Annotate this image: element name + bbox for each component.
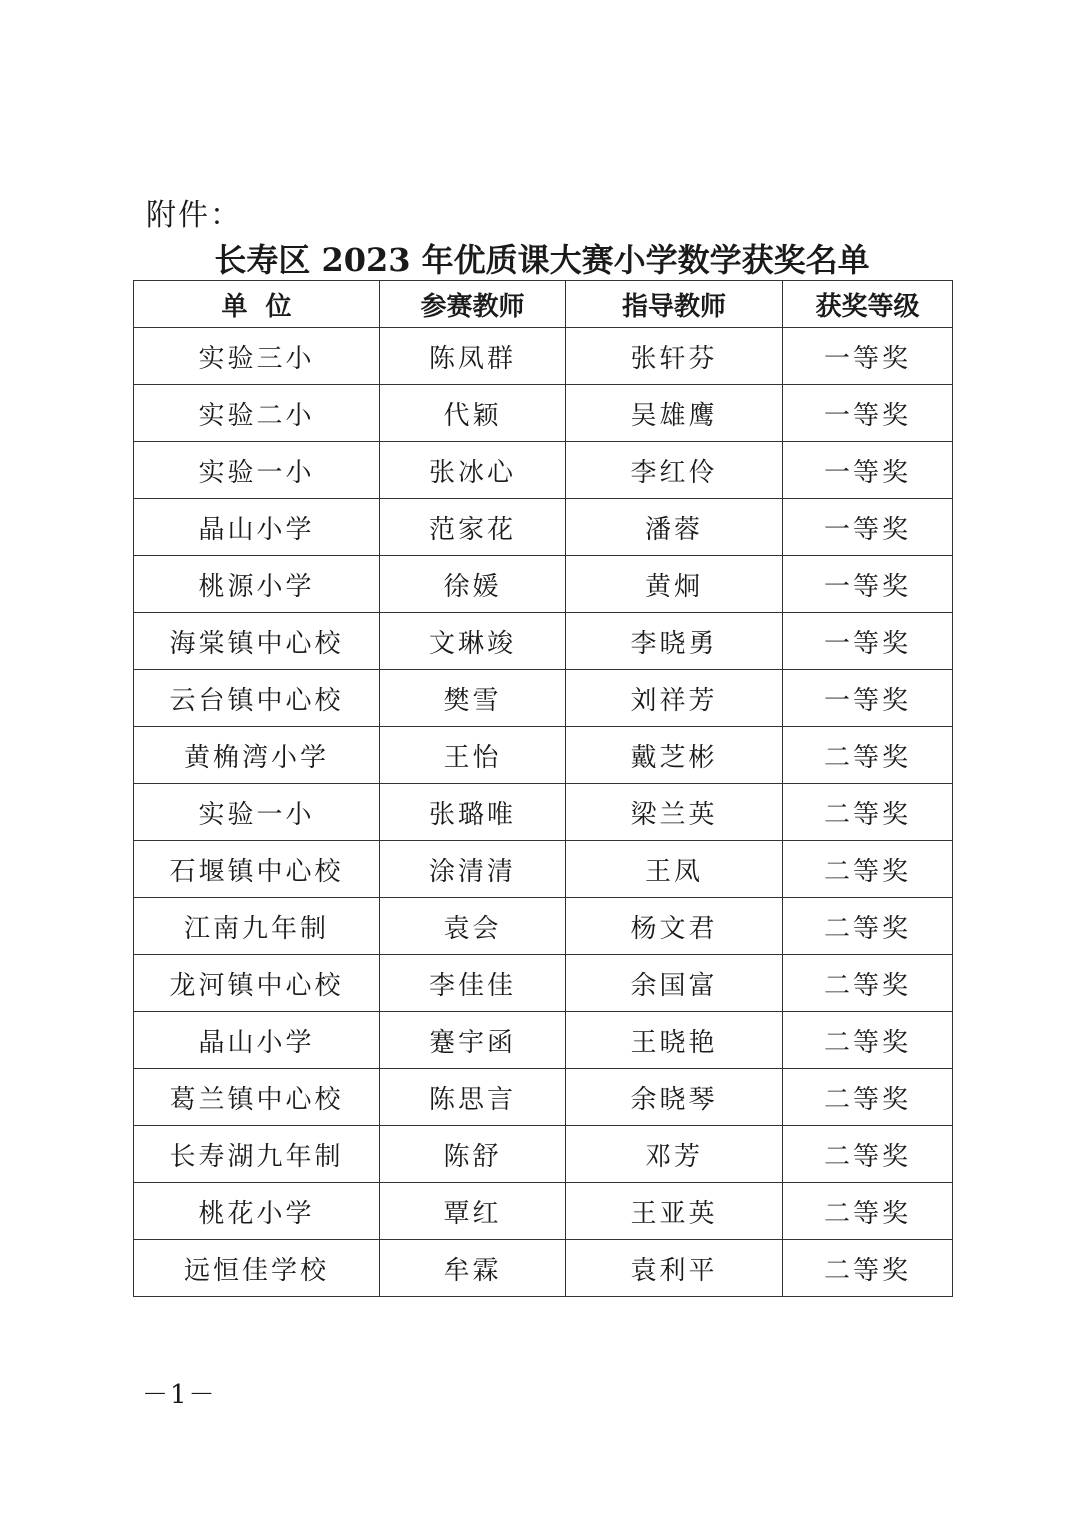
cell-instructor-teacher: 李晓勇 bbox=[566, 613, 783, 670]
cell-award-level: 一等奖 bbox=[783, 385, 953, 442]
cell-participant-teacher: 代颖 bbox=[380, 385, 566, 442]
cell-instructor-teacher: 杨文君 bbox=[566, 898, 783, 955]
table-row bbox=[134, 670, 953, 727]
header-row bbox=[134, 281, 953, 328]
cell-award-level: 二等奖 bbox=[783, 955, 953, 1012]
cell-unit: 实验一小 bbox=[134, 442, 380, 499]
cell-instructor-teacher: 刘祥芳 bbox=[566, 670, 783, 727]
table-row bbox=[134, 841, 953, 898]
cell-award-level: 一等奖 bbox=[783, 613, 953, 670]
cell-participant-teacher: 李佳佳 bbox=[380, 955, 566, 1012]
cell-instructor-teacher: 吴雄鹰 bbox=[566, 385, 783, 442]
cell-unit: 晶山小学 bbox=[134, 499, 380, 556]
cell-participant-teacher: 张冰心 bbox=[380, 442, 566, 499]
cell-award-level: 二等奖 bbox=[783, 1126, 953, 1183]
cell-unit: 葛兰镇中心校 bbox=[134, 1069, 380, 1126]
cell-instructor-teacher: 戴芝彬 bbox=[566, 727, 783, 784]
cell-instructor-teacher: 邓芳 bbox=[566, 1126, 783, 1183]
table-row bbox=[134, 328, 953, 385]
table-row bbox=[134, 442, 953, 499]
cell-instructor-teacher: 余国富 bbox=[566, 955, 783, 1012]
cell-participant-teacher: 徐媛 bbox=[380, 556, 566, 613]
cell-instructor-teacher: 王亚英 bbox=[566, 1183, 783, 1240]
table-header bbox=[134, 281, 953, 328]
cell-unit: 远恒佳学校 bbox=[134, 1240, 380, 1297]
cell-instructor-teacher: 袁利平 bbox=[566, 1240, 783, 1297]
cell-unit: 实验二小 bbox=[134, 385, 380, 442]
cell-participant-teacher: 涂清清 bbox=[380, 841, 566, 898]
cell-award-level: 一等奖 bbox=[783, 442, 953, 499]
cell-instructor-teacher: 李红伶 bbox=[566, 442, 783, 499]
cell-participant-teacher: 牟霖 bbox=[380, 1240, 566, 1297]
table-row bbox=[134, 385, 953, 442]
cell-unit: 江南九年制 bbox=[134, 898, 380, 955]
cell-unit: 石堰镇中心校 bbox=[134, 841, 380, 898]
cell-award-level: 一等奖 bbox=[783, 328, 953, 385]
table-row bbox=[134, 556, 953, 613]
cell-participant-teacher: 袁会 bbox=[380, 898, 566, 955]
table-body bbox=[134, 328, 953, 1297]
header-instructor-teacher: 指导教师 bbox=[566, 281, 783, 328]
table-row bbox=[134, 499, 953, 556]
cell-participant-teacher: 樊雪 bbox=[380, 670, 566, 727]
cell-unit: 桃源小学 bbox=[134, 556, 380, 613]
cell-participant-teacher: 蹇宇函 bbox=[380, 1012, 566, 1069]
cell-participant-teacher: 张璐唯 bbox=[380, 784, 566, 841]
awards-table bbox=[133, 280, 953, 1297]
cell-instructor-teacher: 黄炯 bbox=[566, 556, 783, 613]
cell-award-level: 一等奖 bbox=[783, 556, 953, 613]
table-row bbox=[134, 784, 953, 841]
page-number: －1－ bbox=[142, 1380, 217, 1410]
cell-unit: 海棠镇中心校 bbox=[134, 613, 380, 670]
table-row bbox=[134, 727, 953, 784]
cell-participant-teacher: 文琳竣 bbox=[380, 613, 566, 670]
table-row bbox=[134, 1183, 953, 1240]
table-row bbox=[134, 1126, 953, 1183]
cell-instructor-teacher: 梁兰英 bbox=[566, 784, 783, 841]
cell-unit: 实验一小 bbox=[134, 784, 380, 841]
document-title: 长寿区 2023 年优质课大赛小学数学获奖名单 bbox=[214, 241, 870, 279]
table-row bbox=[134, 955, 953, 1012]
cell-participant-teacher: 范家花 bbox=[380, 499, 566, 556]
header-award-level: 获奖等级 bbox=[783, 281, 953, 328]
cell-participant-teacher: 陈思言 bbox=[380, 1069, 566, 1126]
cell-award-level: 二等奖 bbox=[783, 1012, 953, 1069]
cell-unit: 实验三小 bbox=[134, 328, 380, 385]
table-row bbox=[134, 898, 953, 955]
cell-award-level: 一等奖 bbox=[783, 670, 953, 727]
cell-instructor-teacher: 潘蓉 bbox=[566, 499, 783, 556]
cell-award-level: 二等奖 bbox=[783, 841, 953, 898]
cell-award-level: 二等奖 bbox=[783, 1069, 953, 1126]
cell-unit: 黄桷湾小学 bbox=[134, 727, 380, 784]
table-row bbox=[134, 613, 953, 670]
header-unit: 单 位 bbox=[134, 281, 380, 328]
cell-award-level: 二等奖 bbox=[783, 1183, 953, 1240]
cell-unit: 桃花小学 bbox=[134, 1183, 380, 1240]
table-row bbox=[134, 1012, 953, 1069]
cell-award-level: 二等奖 bbox=[783, 784, 953, 841]
cell-participant-teacher: 覃红 bbox=[380, 1183, 566, 1240]
cell-award-level: 二等奖 bbox=[783, 727, 953, 784]
table-row bbox=[134, 1069, 953, 1126]
cell-award-level: 二等奖 bbox=[783, 898, 953, 955]
cell-instructor-teacher: 王凤 bbox=[566, 841, 783, 898]
cell-instructor-teacher: 张轩芬 bbox=[566, 328, 783, 385]
cell-unit: 晶山小学 bbox=[134, 1012, 380, 1069]
attachment-label: 附件： bbox=[146, 198, 242, 233]
cell-unit: 云台镇中心校 bbox=[134, 670, 380, 727]
header-participant-teacher: 参赛教师 bbox=[380, 281, 566, 328]
cell-participant-teacher: 王怡 bbox=[380, 727, 566, 784]
cell-award-level: 二等奖 bbox=[783, 1240, 953, 1297]
cell-instructor-teacher: 余晓琴 bbox=[566, 1069, 783, 1126]
table-row bbox=[134, 1240, 953, 1297]
cell-participant-teacher: 陈舒 bbox=[380, 1126, 566, 1183]
cell-unit: 龙河镇中心校 bbox=[134, 955, 380, 1012]
cell-unit: 长寿湖九年制 bbox=[134, 1126, 380, 1183]
cell-award-level: 一等奖 bbox=[783, 499, 953, 556]
cell-participant-teacher: 陈凤群 bbox=[380, 328, 566, 385]
cell-instructor-teacher: 王晓艳 bbox=[566, 1012, 783, 1069]
